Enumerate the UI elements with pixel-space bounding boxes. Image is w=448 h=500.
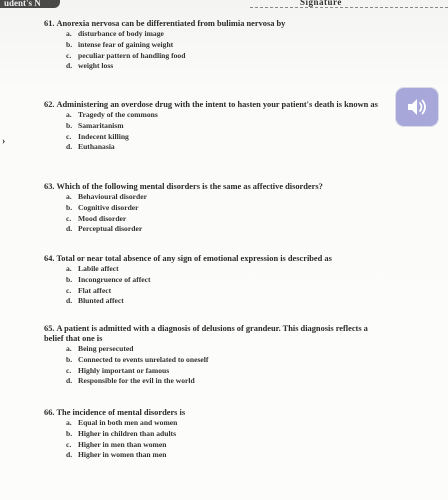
question-number: 66. xyxy=(44,408,55,417)
options-list xyxy=(44,110,384,153)
option-a[interactable]: a. Labile affect xyxy=(66,264,119,273)
options-list xyxy=(44,264,384,307)
question-61 xyxy=(44,19,384,72)
question-text: Which of the following mental disorders is the same as affective disorders? xyxy=(56,182,323,191)
question-65 xyxy=(44,324,384,387)
question-stem xyxy=(44,100,384,110)
question-number: 63. xyxy=(44,182,55,191)
options-list xyxy=(44,192,384,235)
option-b[interactable]: b. Higher in children than adults xyxy=(66,428,177,438)
option-d[interactable]: d. Euthanasia xyxy=(66,142,115,152)
option-d[interactable]: d. Blunted affect xyxy=(66,296,124,306)
option-a[interactable]: a. disturbance of body image xyxy=(66,29,164,38)
option-c[interactable]: c. Highly important or famous xyxy=(66,365,170,375)
question-number: 64. xyxy=(44,254,55,263)
question-62 xyxy=(44,100,384,153)
option-d[interactable]: d. Higher in women than men xyxy=(66,450,167,460)
question-64 xyxy=(44,254,384,307)
option-d[interactable]: d. Perceptual disorder xyxy=(66,224,143,234)
option-a[interactable]: a. Tragedy of the commons xyxy=(66,110,158,119)
question-number: 62. xyxy=(44,100,55,109)
read-aloud-button[interactable] xyxy=(396,88,438,126)
question-66 xyxy=(44,408,384,461)
question-text: A patient is admitted with a diagnosis of delusions of grandeur. This diagnosis reflects a belief that one is xyxy=(44,324,368,343)
option-d[interactable]: d. Responsible for the evil in the world xyxy=(66,376,195,386)
question-number: 61. xyxy=(44,19,55,28)
option-c[interactable]: c. Flat affect xyxy=(66,285,112,295)
question-stem xyxy=(44,254,384,264)
signature-line xyxy=(250,7,448,8)
option-b[interactable]: b. Cognitive disorder xyxy=(66,202,139,212)
signature-label: Signature xyxy=(300,0,342,7)
options-list xyxy=(44,344,384,387)
option-c[interactable]: c. peculiar pattern of handling food xyxy=(66,50,186,60)
student-name-label: udent's N xyxy=(4,0,41,8)
speaker-icon xyxy=(405,96,429,118)
question-stem xyxy=(44,19,384,29)
question-text: Administering an overdose drug with the intent to hasten your patient's death is known as xyxy=(56,100,378,109)
options-list xyxy=(44,418,384,461)
option-b[interactable]: b. Connected to events unrelated to oneself xyxy=(66,354,209,364)
question-number: 65. xyxy=(44,324,55,333)
option-c[interactable]: c. Indecent killing xyxy=(66,131,129,141)
option-d[interactable]: d. weight loss xyxy=(66,61,114,71)
question-stem xyxy=(44,408,384,418)
option-a[interactable]: a. Equal in both men and women xyxy=(66,418,178,427)
options-list xyxy=(44,29,384,72)
option-b[interactable]: b. intense fear of gaining weight xyxy=(66,39,174,49)
option-c[interactable]: c. Higher in men than women xyxy=(66,439,167,449)
binder-mark: › xyxy=(2,136,6,147)
question-text: The incidence of mental disorders is xyxy=(56,408,186,417)
option-b[interactable]: b. Incongruence of affect xyxy=(66,274,151,284)
question-stem xyxy=(44,182,384,192)
question-text: Total or near total absence of any sign of emotional expression is described as xyxy=(56,254,332,263)
option-b[interactable]: b. Samaritanism xyxy=(66,120,124,130)
option-c[interactable]: c. Mood disorder xyxy=(66,213,127,223)
question-stem xyxy=(44,324,384,344)
page-header xyxy=(0,0,448,12)
option-a[interactable]: a. Being persecuted xyxy=(66,344,134,353)
question-63 xyxy=(44,182,384,235)
option-a[interactable]: a. Behavioural disorder xyxy=(66,192,147,201)
question-text: Anorexia nervosa can be differentiated from bulimia nervosa by xyxy=(56,19,286,28)
